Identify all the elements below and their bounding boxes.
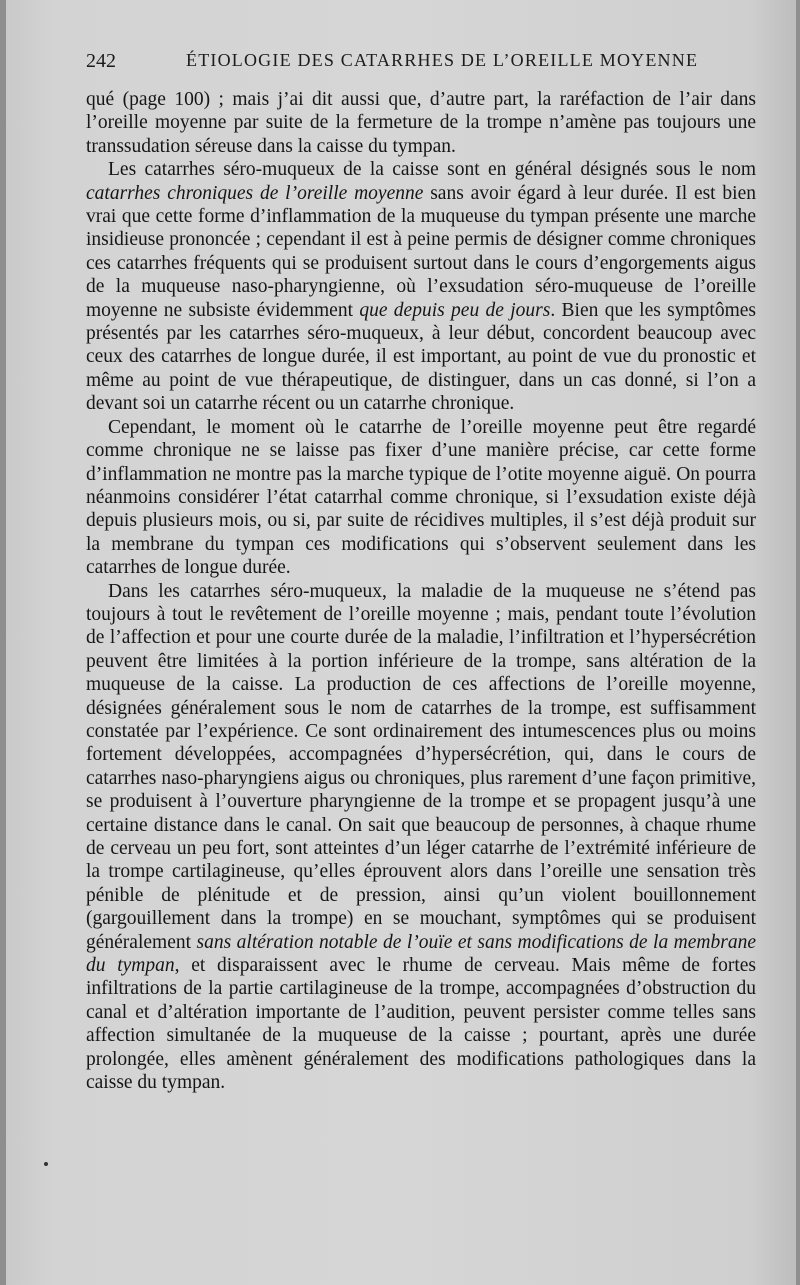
italic-segment: catarrhes chroniques de l’oreille moyenne	[86, 182, 424, 204]
text-segment: , et disparaissent avec le rhume de cerveau. Mais même de fortes infiltrations de la partie cartilagineuse de la trompe, accompagnées d’obstruction du canal et d’altération importante de l’audition, peuvent persister comme telles sans affection simultanée de la muqueuse de la caisse ; pourtant, après une durée prolongée, elles amènent généralement des modifications pathologiques dans la caisse du tympan.	[86, 955, 757, 1094]
body-text	[86, 88, 756, 1094]
text-segment: Les catarrhes séro-muqueux de la caisse sont en général désignés sous le nom	[108, 159, 756, 181]
page-number: 242	[86, 50, 116, 72]
page-header	[86, 50, 754, 74]
running-title: ÉTIOLOGIE DES CATARRHES DE L’OREILLE MOYENNE	[186, 50, 699, 70]
italic-segment: sans altération notable de l’ouïe et sans modifications de la membrane du tympan	[86, 931, 756, 977]
text-segment: Cependant, le moment où le catarrhe de l’oreille moyenne peut être regardé comme chronique ne se laisse pas fixer d’une manière précise, car cette forme d’inflammation ne montre pas la marche typique de l’otite moyenne aiguë. On pourra néanmoins considérer l’état catarrhal comme chronique, si l’exsudation existe déjà depuis plusieurs mois, ou si, par suite de récidives multiples, il s’est déjà produit sur la membrane du tympan ces modifications qui s’observent seulement dans les catarrhes de longue durée.	[86, 416, 756, 579]
text-segment: sans avoir égard à leur durée. Il est bien vrai que cette forme d’inflammation de la muqueuse du tympan présente une marche insidieuse prononcée ; cependant il est à peine permis de désigner comme chroniques ces catarrhes fréquents qui se produisent surtout dans le cours d’engorgements aigus de la muqueuse naso-pharyngienne, où l’exsudation séro-muqueuse de l’oreille moyenne ne subsiste évidemment	[86, 182, 756, 321]
paragraph-3	[86, 416, 756, 580]
text-segment: qué (page 100) ; mais j’ai dit aussi que, d’autre part, la raréfaction de l’air dans l’oreille moyenne par suite de la fermeture de la trompe n’amène pas toujours une transsudation séreuse dans la caisse du tympan.	[86, 89, 756, 157]
book-page	[6, 0, 796, 1285]
paragraph-2	[86, 158, 756, 415]
text-segment: Dans les catarrhes séro-muqueux, la maladie de la muqueuse ne s’étend pas toujours à tout le revêtement de l’oreille moyenne ; mais, pendant toute l’évolution de l’affection et pour une courte durée de la maladie, l’infiltration et l’hypersécrétion peuvent être limitées à la portion inférieure de la trompe, sans altération de la muqueuse de la caisse. La production de ces affections de l’oreille moyenne, désignées généralement sous le nom de catarrhes de la trompe, est suffisamment constatée par l’expérience. Ce sont ordinairement des intumescences plus ou moins fortement développées, accompagnées d’hypersécrétion, qui, dans le cours de catarrhes naso-pharyngiens aigus ou chroniques, plus rarement d’une façon primitive, se produisent à l’ouverture pharyngienne de la trompe et se propagent jusqu’à une certaine distance dans le canal. On sait que beaucoup de personnes, à chaque rhume de cerveau un peu fort, sont atteintes d’un léger catarrhe de l’extrémité inférieure de la trompe cartilagineuse, qu’elles éprouvent alors dans l’oreille une sensation très pénible de plénitude et de pression, ainsi qu’un violent bouillonnement (gargouillement dans la trompe) en se mouchant, symptômes qui se produisent généralement	[86, 580, 756, 953]
text-segment: . Bien que les symptômes présentés par les catarrhes séro-muqueux, à leur début, concordent beaucoup avec ceux des catarrhes de longue durée, il est important, au point de vue du pronostic et même au point de vue thérapeutique, de distinguer, dans un cas donné, si l’on a devant soi un catarrhe récent ou un catarrhe chronique.	[86, 299, 756, 415]
italic-segment: que depuis peu de jours	[359, 299, 551, 321]
margin-ink-dot	[44, 1162, 48, 1166]
paragraph-4	[86, 580, 756, 1095]
paragraph-1	[86, 88, 756, 158]
